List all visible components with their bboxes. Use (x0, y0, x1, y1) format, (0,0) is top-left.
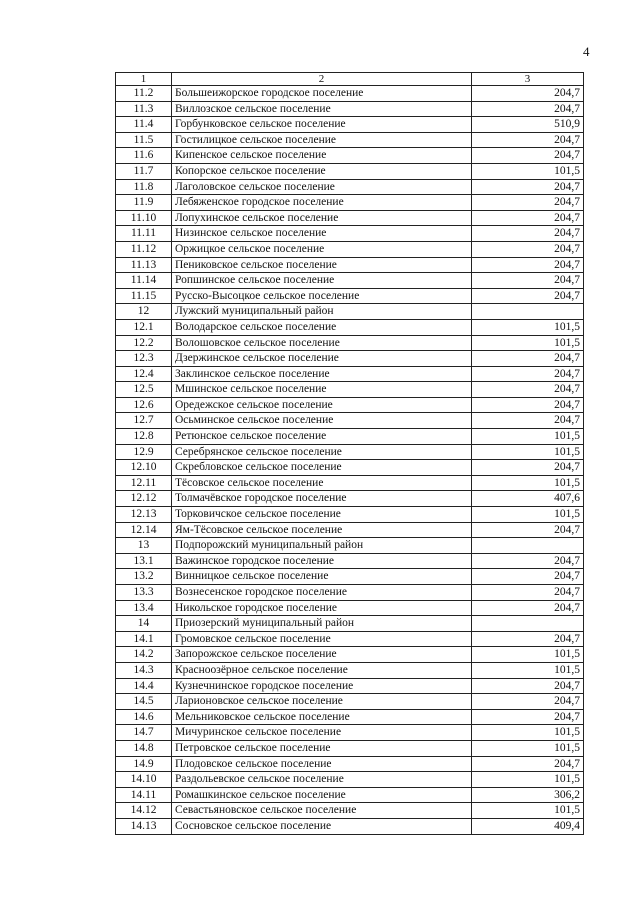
row-value: 204,7 (472, 257, 584, 273)
table-row (116, 616, 584, 632)
row-value: 101,5 (472, 335, 584, 351)
row-number: 12.9 (116, 444, 172, 460)
row-name: Мичуринское сельское поселение (172, 725, 472, 741)
row-name: Большеижорское городское поселение (172, 86, 472, 102)
row-number: 11.7 (116, 163, 172, 179)
table-row (116, 366, 584, 382)
row-value: 204,7 (472, 522, 584, 538)
row-number: 14.12 (116, 803, 172, 819)
table-row (116, 288, 584, 304)
row-value: 101,5 (472, 772, 584, 788)
table-row (116, 132, 584, 148)
row-value: 204,7 (472, 101, 584, 117)
table-row (116, 507, 584, 523)
row-number: 12.12 (116, 491, 172, 507)
row-number: 12.3 (116, 351, 172, 367)
table-row (116, 210, 584, 226)
row-name: Ям-Тёсовское сельское поселение (172, 522, 472, 538)
row-value: 204,7 (472, 288, 584, 304)
row-value: 204,7 (472, 709, 584, 725)
row-value (472, 616, 584, 632)
table-row (116, 538, 584, 554)
table-row (116, 241, 584, 257)
row-name: Ромашкинское сельское поселение (172, 787, 472, 803)
row-name: Володарское сельское поселение (172, 319, 472, 335)
row-number: 11.15 (116, 288, 172, 304)
table-row (116, 569, 584, 585)
table-row (116, 429, 584, 445)
row-number: 11.6 (116, 148, 172, 164)
table-row (116, 475, 584, 491)
row-value: 407,6 (472, 491, 584, 507)
row-value: 101,5 (472, 662, 584, 678)
row-name: Горбунковское сельское поселение (172, 117, 472, 133)
row-number: 11.10 (116, 210, 172, 226)
row-name: Петровское сельское поселение (172, 740, 472, 756)
row-value: 204,7 (472, 631, 584, 647)
row-number: 14.11 (116, 787, 172, 803)
row-value: 101,5 (472, 163, 584, 179)
table-row (116, 553, 584, 569)
row-value: 101,5 (472, 725, 584, 741)
table-row (116, 226, 584, 242)
table-row (116, 335, 584, 351)
table-row (116, 304, 584, 320)
row-value: 101,5 (472, 475, 584, 491)
row-name: Серебрянское сельское поселение (172, 444, 472, 460)
row-name: Лебяженское городское поселение (172, 195, 472, 211)
table-row (116, 694, 584, 710)
row-name: Мельниковское сельское поселение (172, 709, 472, 725)
row-number: 11.13 (116, 257, 172, 273)
row-value: 306,2 (472, 787, 584, 803)
row-number: 14.10 (116, 772, 172, 788)
row-value: 101,5 (472, 429, 584, 445)
row-name: Русско-Высоцкое сельское поселение (172, 288, 472, 304)
table-body (116, 73, 584, 835)
row-number: 14.1 (116, 631, 172, 647)
row-number: 12.4 (116, 366, 172, 382)
row-value: 204,7 (472, 413, 584, 429)
row-number: 12.13 (116, 507, 172, 523)
row-number: 12.14 (116, 522, 172, 538)
table-row (116, 709, 584, 725)
table-row (116, 195, 584, 211)
table-row (116, 257, 584, 273)
row-name: Плодовское сельское поселение (172, 756, 472, 772)
row-number: 14.3 (116, 662, 172, 678)
table-row (116, 662, 584, 678)
row-value: 204,7 (472, 132, 584, 148)
row-number: 13 (116, 538, 172, 554)
row-value: 204,7 (472, 195, 584, 211)
row-value: 204,7 (472, 210, 584, 226)
table-row (116, 444, 584, 460)
row-value (472, 538, 584, 554)
row-name: Гостилицкое сельское поселение (172, 132, 472, 148)
row-name: Севастьяновское сельское поселение (172, 803, 472, 819)
row-name: Важинское городское поселение (172, 553, 472, 569)
row-value: 204,7 (472, 585, 584, 601)
row-name: Винницкое сельское поселение (172, 569, 472, 585)
table-row (116, 351, 584, 367)
row-number: 12.7 (116, 413, 172, 429)
table-row (116, 678, 584, 694)
row-name: Оредежское сельское поселение (172, 397, 472, 413)
row-number: 13.2 (116, 569, 172, 585)
table-row (116, 460, 584, 476)
row-value: 204,7 (472, 678, 584, 694)
row-name: Скребловское сельское поселение (172, 460, 472, 476)
table-row (116, 491, 584, 507)
table-row (116, 631, 584, 647)
table-header-row (116, 73, 584, 86)
row-number: 11.11 (116, 226, 172, 242)
table-row (116, 148, 584, 164)
row-number: 13.1 (116, 553, 172, 569)
table-row (116, 117, 584, 133)
row-number: 14.5 (116, 694, 172, 710)
row-name: Заклинское сельское поселение (172, 366, 472, 382)
table-row (116, 413, 584, 429)
row-value: 409,4 (472, 818, 584, 834)
row-name: Мшинское сельское поселение (172, 382, 472, 398)
row-name: Лаголовское сельское поселение (172, 179, 472, 195)
row-value: 204,7 (472, 226, 584, 242)
row-name: Лужский муниципальный район (172, 304, 472, 320)
row-number: 12.5 (116, 382, 172, 398)
row-name: Дзержинское сельское поселение (172, 351, 472, 367)
row-number: 14.6 (116, 709, 172, 725)
allocation-table (115, 72, 584, 835)
table-row (116, 101, 584, 117)
header-col-1: 1 (116, 73, 172, 86)
page-number: 4 (583, 44, 590, 59)
row-name: Ретюнское сельское поселение (172, 429, 472, 445)
row-value: 204,7 (472, 351, 584, 367)
row-number: 14.4 (116, 678, 172, 694)
row-value: 204,7 (472, 273, 584, 289)
row-name: Красноозёрное сельское поселение (172, 662, 472, 678)
row-value: 204,7 (472, 86, 584, 102)
table-row (116, 86, 584, 102)
row-number: 11.8 (116, 179, 172, 195)
table-row (116, 382, 584, 398)
row-number: 14.9 (116, 756, 172, 772)
table-row (116, 585, 584, 601)
row-number: 12 (116, 304, 172, 320)
row-number: 11.12 (116, 241, 172, 257)
row-number: 14.7 (116, 725, 172, 741)
row-number: 14.13 (116, 818, 172, 834)
row-name: Сосновское сельское поселение (172, 818, 472, 834)
row-value: 204,7 (472, 569, 584, 585)
row-number: 12.6 (116, 397, 172, 413)
row-value: 204,7 (472, 694, 584, 710)
header-col-2: 2 (172, 73, 472, 86)
row-value: 204,7 (472, 756, 584, 772)
row-name: Запорожское сельское поселение (172, 647, 472, 663)
table-row (116, 163, 584, 179)
table-row (116, 179, 584, 195)
row-value: 204,7 (472, 148, 584, 164)
row-number: 14 (116, 616, 172, 632)
row-name: Пениковское сельское поселение (172, 257, 472, 273)
row-value: 101,5 (472, 507, 584, 523)
row-name: Никольское городское поселение (172, 600, 472, 616)
row-name: Кипенское сельское поселение (172, 148, 472, 164)
row-number: 11.9 (116, 195, 172, 211)
row-name: Вознесенское городское поселение (172, 585, 472, 601)
row-value: 204,7 (472, 460, 584, 476)
row-name: Ропшинское сельское поселение (172, 273, 472, 289)
row-number: 12.10 (116, 460, 172, 476)
row-number: 13.4 (116, 600, 172, 616)
table-row (116, 803, 584, 819)
row-number: 14.2 (116, 647, 172, 663)
row-name: Виллозское сельское поселение (172, 101, 472, 117)
row-name: Осьминское сельское поселение (172, 413, 472, 429)
table-row (116, 522, 584, 538)
row-name: Громовское сельское поселение (172, 631, 472, 647)
row-name: Толмачёвское городское поселение (172, 491, 472, 507)
header-col-3: 3 (472, 73, 584, 86)
row-number: 11.14 (116, 273, 172, 289)
row-value: 101,5 (472, 740, 584, 756)
table-row (116, 756, 584, 772)
row-value (472, 304, 584, 320)
row-number: 11.5 (116, 132, 172, 148)
row-name: Оржицкое сельское поселение (172, 241, 472, 257)
row-name: Раздольевское сельское поселение (172, 772, 472, 788)
table-row (116, 818, 584, 834)
row-value: 101,5 (472, 319, 584, 335)
row-number: 12.11 (116, 475, 172, 491)
table-row (116, 600, 584, 616)
table-row (116, 397, 584, 413)
row-value: 204,7 (472, 366, 584, 382)
row-name: Тёсовское сельское поселение (172, 475, 472, 491)
row-number: 11.4 (116, 117, 172, 133)
row-value: 101,5 (472, 647, 584, 663)
row-number: 12.1 (116, 319, 172, 335)
table-row (116, 740, 584, 756)
table-row (116, 647, 584, 663)
row-value: 510,9 (472, 117, 584, 133)
row-number: 13.3 (116, 585, 172, 601)
row-value: 204,7 (472, 553, 584, 569)
row-number: 11.2 (116, 86, 172, 102)
table-row (116, 319, 584, 335)
row-value: 101,5 (472, 803, 584, 819)
table-row (116, 787, 584, 803)
row-name: Низинское сельское поселение (172, 226, 472, 242)
row-name: Торковичское сельское поселение (172, 507, 472, 523)
table-row (116, 273, 584, 289)
row-name: Копорское сельское поселение (172, 163, 472, 179)
row-name: Ларионовское сельское поселение (172, 694, 472, 710)
row-name: Лопухинское сельское поселение (172, 210, 472, 226)
row-number: 11.3 (116, 101, 172, 117)
row-value: 204,7 (472, 382, 584, 398)
row-value: 204,7 (472, 397, 584, 413)
row-name: Кузнечнинское городское поселение (172, 678, 472, 694)
row-number: 12.2 (116, 335, 172, 351)
row-value: 204,7 (472, 600, 584, 616)
row-value: 204,7 (472, 179, 584, 195)
row-name: Волошовское сельское поселение (172, 335, 472, 351)
row-value: 204,7 (472, 241, 584, 257)
row-value: 101,5 (472, 444, 584, 460)
row-number: 12.8 (116, 429, 172, 445)
row-number: 14.8 (116, 740, 172, 756)
row-name: Приозерский муниципальный район (172, 616, 472, 632)
table-row (116, 772, 584, 788)
table-row (116, 725, 584, 741)
row-name: Подпорожский муниципальный район (172, 538, 472, 554)
